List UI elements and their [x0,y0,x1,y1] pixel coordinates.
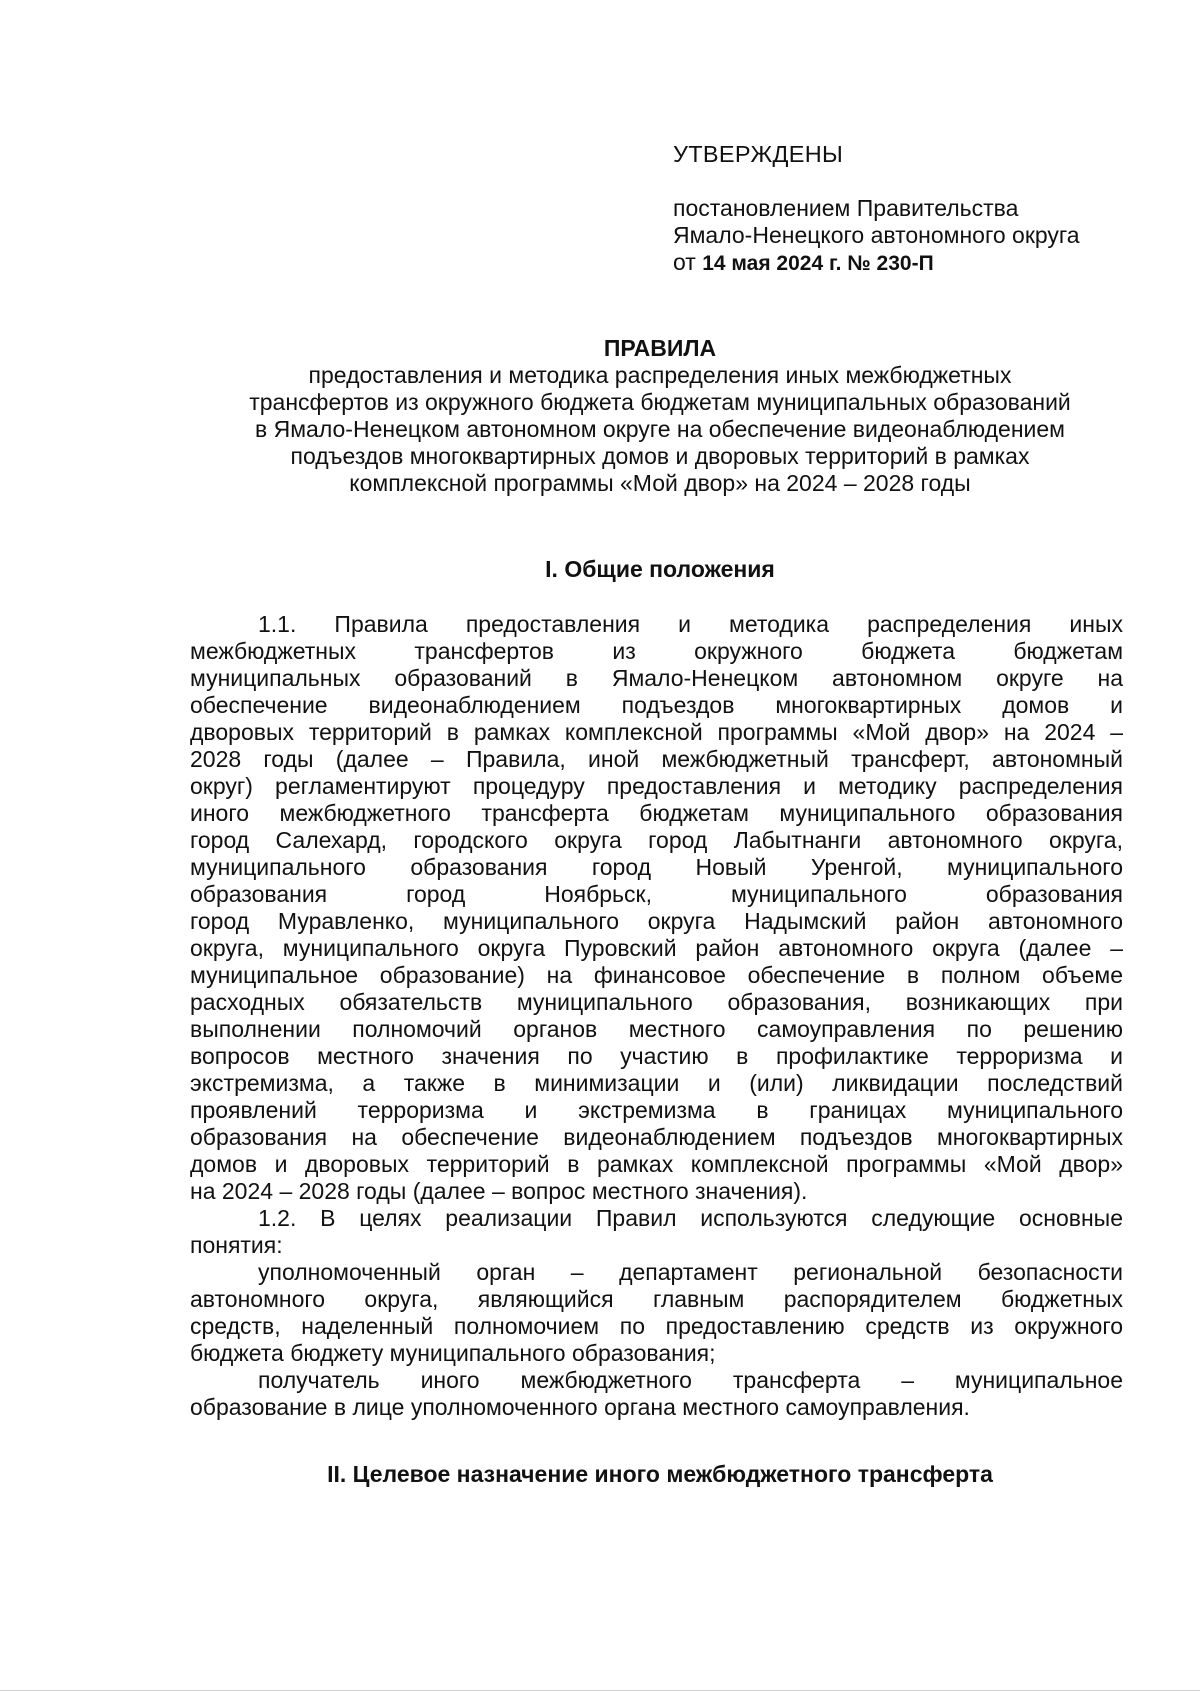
body-line: дворовых территорий в рамках комплексной программы «Мой двор» на 2024 – [190,719,1123,745]
body-line: обеспечение видеонаблюдением подъездов многоквартирных домов и [190,692,1123,718]
body-line: проявлений терроризма и экстремизма в границах муниципального [190,1097,1123,1123]
document-title: ПРАВИЛА [603,335,717,361]
body-line: иного межбюджетного трансферта бюджетам муниципального образования [190,800,1123,826]
body-line: муниципального образования город Новый Уренгой, муниципального [190,854,1123,880]
body-line: 1.2. В целях реализации Правил используются следующие основные [258,1205,1123,1231]
body-line: получатель иного межбюджетного трансферта – муниципальное [258,1367,1123,1393]
body-line: образования город Ноябрьск, муниципального образования [190,881,1123,907]
body-line: автономного округа, являющийся главным распорядителем бюджетных [190,1286,1123,1312]
body-line: город Салехард, городского округа город Лабытнанги автономного округа, [190,827,1123,853]
section-heading-purpose: II. Целевое назначение иного межбюджетного трансферта [327,1461,993,1487]
body-line: средств, наделенный полномочием по предоставлению средств из окружного [190,1313,1123,1339]
body-line: понятия: [190,1232,283,1258]
body-line: город Муравленко, муниципального округа Надымский район автономного [190,908,1123,934]
body-line: образование в лице уполномоченного органа местного самоуправления. [190,1394,970,1420]
subtitle-line: предоставления и методика распределения иных межбюджетных [308,362,1012,388]
body-line: муниципальных образований в Ямало-Ненецком автономном округе на [190,665,1123,691]
body-line: округ) регламентируют процедуру предоставления и методику распределения [190,773,1123,799]
approval-date-prefix: от [673,249,696,275]
body-line: 1.1. Правила предоставления и методика распределения иных [258,611,1123,637]
body-line: округа, муниципального округа Пуровский район автономного округа (далее – [190,935,1123,961]
body-line: домов и дворовых территорий в рамках комплексной программы «Мой двор» [190,1151,1123,1177]
body-line: экстремизма, а также в минимизации и (или) ликвидации последствий [190,1070,1123,1096]
section-heading-general: I. Общие положения [545,556,775,582]
page-edge-divider [0,1690,1200,1691]
body-line: муниципальное образование) на финансовое обеспечение в полном объеме [190,962,1123,988]
body-line: 2028 годы (далее – Правила, иной межбюджетный трансферт, автономный [190,746,1123,772]
body-line: на 2024 – 2028 годы (далее – вопрос местного значения). [190,1178,808,1204]
section-body-general [190,611,1123,1421]
body-line: образования на обеспечение видеонаблюдением подъездов многоквартирных [190,1124,1123,1150]
approval-block [673,140,1173,277]
approval-line-2: Ямало-Ненецкого автономного округа [673,222,1080,248]
approval-heading: УТВЕРЖДЕНЫ [673,141,844,167]
subtitle-line: подъездов многоквартирных домов и дворовых территорий в рамках [290,443,1030,469]
document-title-block [190,334,1130,497]
body-line: выполнении полномочий органов местного самоуправления по решению [190,1016,1123,1042]
subtitle-line: трансфертов из окружного бюджета бюджетам муниципальных образований [249,389,1071,415]
body-line: расходных обязательств муниципального образования, возникающих при [190,989,1123,1015]
document-subtitle [190,362,1130,497]
body-line: уполномоченный орган – департамент региональной безопасности [258,1259,1123,1285]
subtitle-line: комплексной программы «Мой двор» на 2024 – 2028 годы [349,470,971,496]
body-line: бюджета бюджету муниципального образования; [190,1340,716,1366]
body-line: вопросов местного значения по участию в профилактике терроризма и [190,1043,1123,1069]
approval-line-1: постановлением Правительства [673,195,1019,221]
approval-date-value: 14 мая 2024 г. № 230-П [702,252,934,275]
subtitle-line: в Ямало-Ненецком автономном округе на обеспечение видеонаблюдением [255,416,1065,442]
approval-date-line [673,249,1173,277]
body-line: межбюджетных трансфертов из окружного бюджета бюджетам [190,638,1123,664]
